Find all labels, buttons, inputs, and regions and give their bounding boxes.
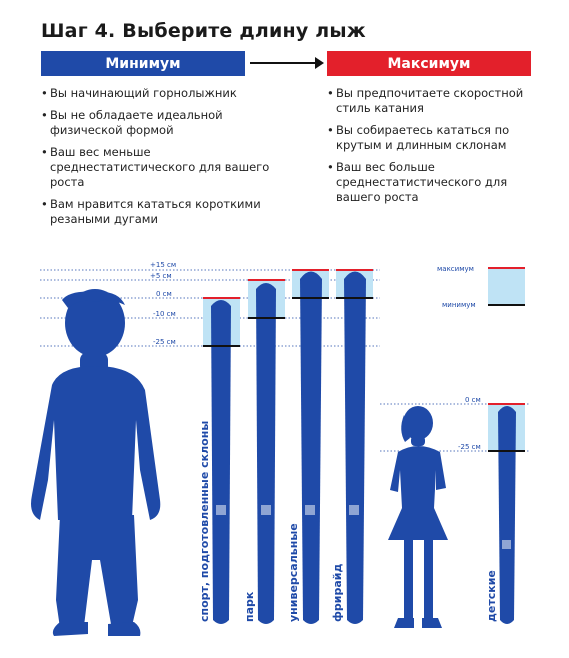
list-item: • Вам нравится кататься короткими резаными дугами — [41, 197, 271, 227]
ski-park — [256, 283, 276, 624]
minimum-header: Минимум — [41, 51, 245, 76]
scale-label-zero: 0 см — [156, 290, 172, 298]
ski-type-freeride: фрирайд — [331, 563, 344, 622]
ski-type-sport: спорт, подготовленные склоны — [198, 420, 211, 622]
child-silhouette — [388, 406, 448, 628]
page-title: Шаг 4. Выберите длину лыж — [41, 20, 366, 42]
list-item: • Вы не обладаете идеальной физической формой — [41, 108, 271, 138]
ski-type-park: парк — [243, 591, 256, 622]
ski-type-universal: универсальные — [287, 523, 300, 622]
scale-label-plus15: +15 см — [150, 261, 177, 269]
ski-universal — [300, 272, 322, 625]
scale-label-minus25: -25 см — [153, 338, 176, 346]
ski-kids — [498, 406, 516, 624]
maximum-header: Максимум — [327, 51, 531, 76]
ski-type-kids: детские — [485, 570, 498, 622]
list-item: • Вы предпочитаете скоростной стиль катания — [327, 86, 537, 116]
list-item: • Вы собираетесь кататься по крутым и длинным склонам — [327, 123, 537, 153]
scale-label-plus5: +5 см — [150, 272, 172, 280]
ski-sport — [211, 300, 231, 624]
legend-min-label: минимум — [442, 301, 476, 309]
list-item: • Ваш вес меньше среднестатистического для вашего роста — [41, 145, 271, 190]
child-scale-minus25: -25 см — [458, 443, 481, 451]
list-item: • Вы начинающий горнолыжник — [41, 86, 271, 101]
list-item: • Ваш вес больше среднестатистического для вашего роста — [327, 160, 537, 205]
child-scale-zero: 0 см — [465, 396, 481, 404]
ski-freeride — [344, 272, 366, 625]
scale-label-minus10: -10 см — [153, 310, 176, 318]
legend-max-label: максимум — [437, 265, 474, 273]
adult-silhouette — [31, 289, 160, 636]
